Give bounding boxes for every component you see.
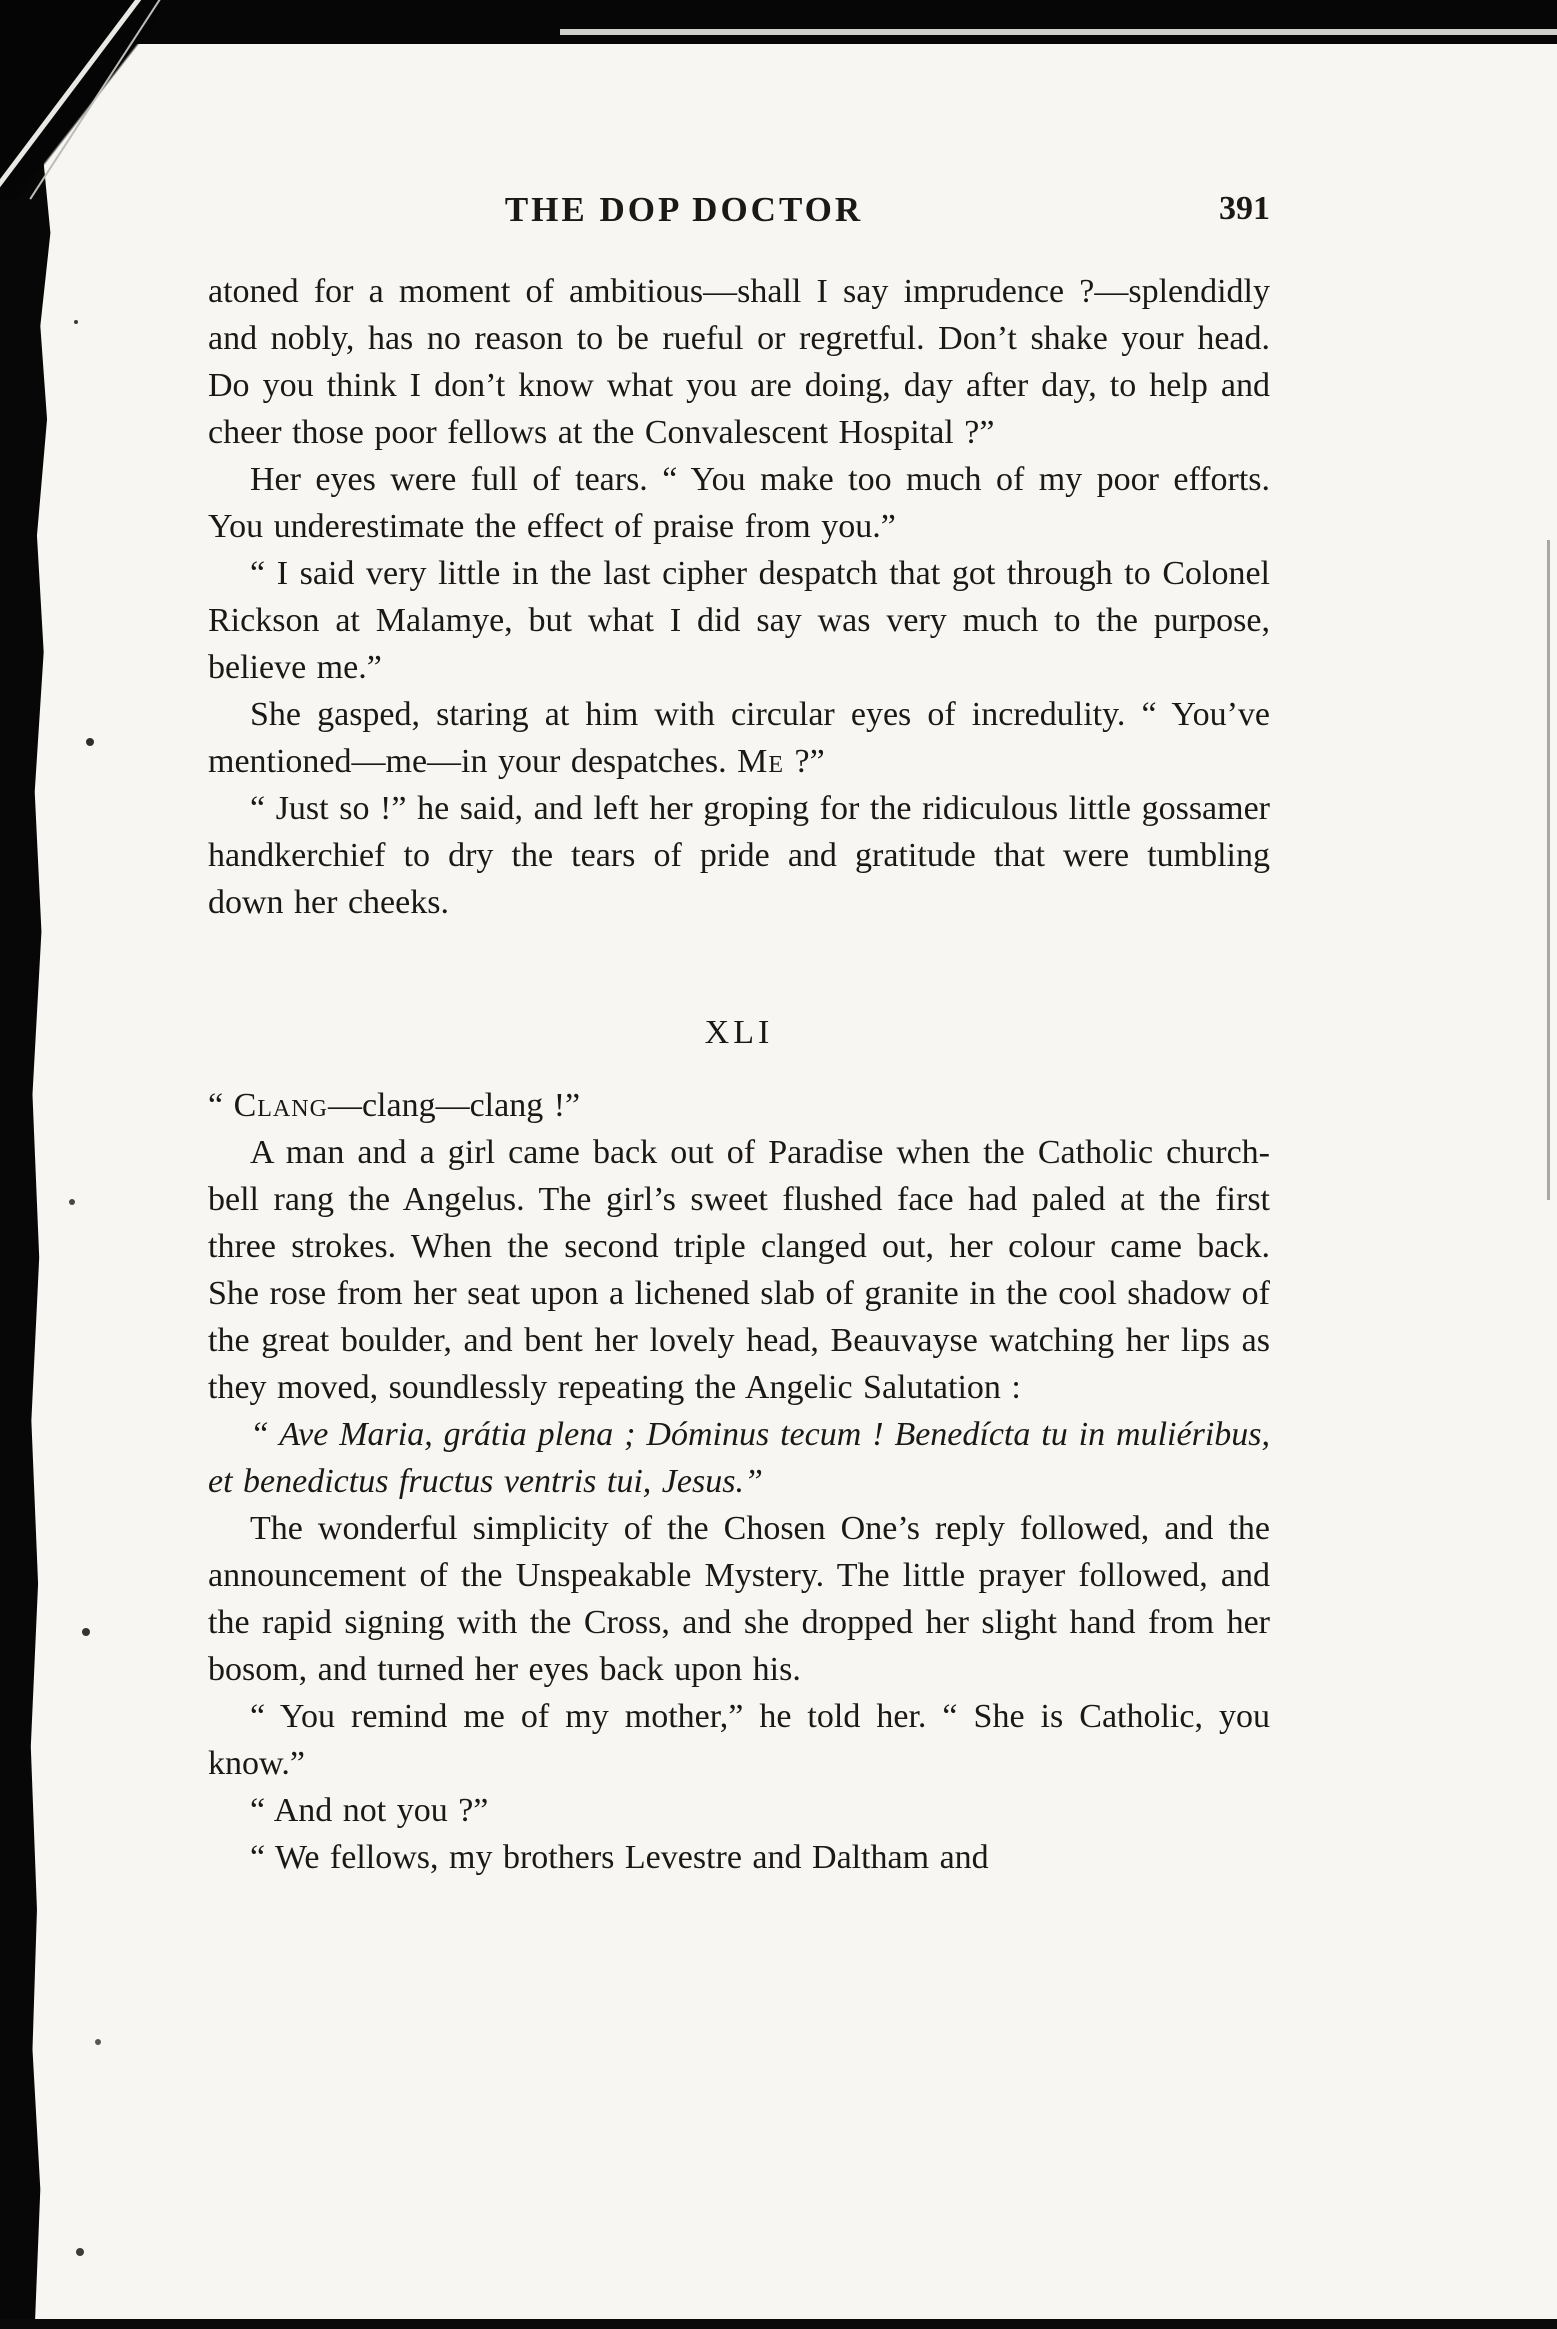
paragraph bbox=[208, 1787, 1270, 1834]
text-run: “ Ave Maria, grátia plena ; Dóminus tecum ! Benedícta tu in muliéribus, et benedictus fructus ventris tui, Jesus.” bbox=[208, 1416, 1270, 1500]
paragraph bbox=[208, 1693, 1270, 1787]
text-run: Me bbox=[737, 743, 785, 780]
page-content bbox=[208, 190, 1270, 1881]
paragraph bbox=[208, 1834, 1270, 1881]
text-run: “ We fellows, my brothers Levestre and Daltham and bbox=[250, 1839, 989, 1876]
paragraph bbox=[208, 1411, 1270, 1505]
text-run: A man and a girl came back out of Paradise when the Catholic church-bell rang the Angelus. The girl’s sweet flushed face had paled at the first three strokes. When the second triple clanged out, her colour came back. She rose from her seat upon a lichened slab of granite in the cool shadow of the great boulder, and bent her lovely head, Beauvayse watching her lips as they moved, soundlessly repeating the Angelic Salutation : bbox=[208, 1134, 1270, 1406]
running-header bbox=[208, 190, 1270, 240]
paragraph bbox=[208, 1505, 1270, 1693]
scan-edge-left bbox=[0, 0, 56, 2329]
running-header-title: THE DOP DOCTOR bbox=[504, 190, 864, 229]
text-after-chapter-heading bbox=[208, 1082, 1270, 1881]
text-before-chapter-heading bbox=[208, 268, 1270, 926]
paragraph bbox=[208, 1082, 1270, 1129]
scan-edge-top-gap bbox=[560, 29, 1557, 35]
text-run: “ You remind me of my mother,” he told her. “ She is Catholic, you know.” bbox=[208, 1698, 1270, 1782]
paragraph bbox=[208, 785, 1270, 926]
page-number: 391 bbox=[1219, 190, 1270, 227]
text-run: “ bbox=[208, 1087, 234, 1124]
scan-edge-top bbox=[0, 0, 1557, 44]
text-run: The wonderful simplicity of the Chosen One’s reply followed, and the announcement of the Unspeakable Mystery. The little prayer followed, and the rapid signing with the Cross, and she dropped her slight hand from her bosom, and turned her eyes back upon his. bbox=[208, 1510, 1270, 1688]
text-run: “ And not you ?” bbox=[250, 1792, 489, 1829]
text-run: “ Just so !” he said, and left her groping for the ridiculous little gossamer handkerchief to dry the tears of pride and gratitude that were tumbling down her cheeks. bbox=[208, 790, 1270, 921]
text-run: “ I said very little in the last cipher despatch that got through to Colonel Rickson at Malamye, but what I did say was very much to the purpose, believe me.” bbox=[208, 555, 1270, 686]
scan-corner-top-left bbox=[0, 0, 160, 200]
paragraph bbox=[208, 268, 1270, 456]
text-run: ?” bbox=[784, 743, 825, 780]
scan-edge-bottom bbox=[0, 2319, 1557, 2329]
paragraph bbox=[208, 1129, 1270, 1411]
text-run: She gasped, staring at him with circular eyes of incredulity. “ You’ve mentioned—me—in your despatches. bbox=[208, 696, 1270, 780]
paragraph bbox=[208, 550, 1270, 691]
text-run: —clang—clang !” bbox=[327, 1087, 581, 1124]
paragraph bbox=[208, 691, 1270, 785]
text-run: Her eyes were full of tears. “ You make too much of my poor efforts. You underestimate the effect of praise from you.” bbox=[208, 461, 1270, 545]
text-run: atoned for a moment of ambitious—shall I say imprudence ?—splendidly and nobly, has no reason to be rueful or regretful. Don’t shake your head. Do you think I don’t know what you are doing, day after day, to help and cheer those poor fellows at the Convalescent Hospital ?” bbox=[208, 273, 1270, 451]
chapter-heading: XLI bbox=[704, 1014, 774, 1051]
scan-speckles bbox=[74, 320, 78, 324]
scan-edge-right-line bbox=[1547, 540, 1550, 1200]
text-run: Clang bbox=[233, 1087, 328, 1124]
paragraph bbox=[208, 456, 1270, 550]
